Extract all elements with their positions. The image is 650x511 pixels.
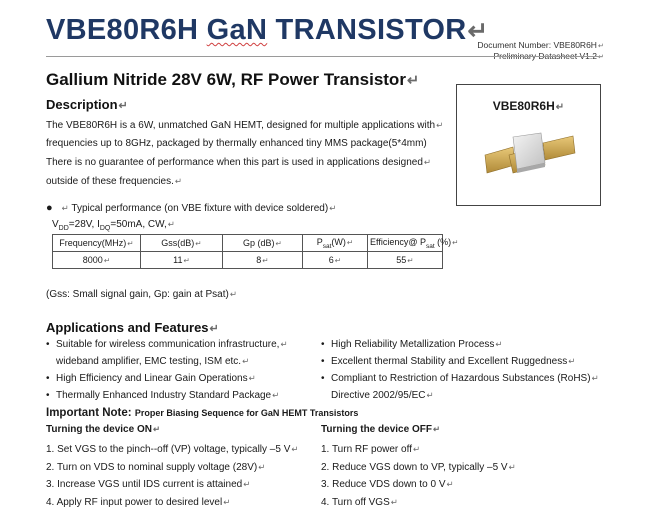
bullet-icon: • xyxy=(321,336,325,353)
paragraph-mark-icon: ↵ xyxy=(276,239,282,248)
step-text: 1. Set VGS to the pinch--off (VP) voltage, typically –5 V xyxy=(46,444,290,455)
feature-text: High Efficiency and Linear Gain Operations xyxy=(56,373,248,384)
description-heading xyxy=(46,97,128,112)
paragraph-mark-icon: ↵ xyxy=(407,73,419,89)
paragraph-mark-icon: ↵ xyxy=(568,356,575,366)
performance-table xyxy=(52,234,443,269)
list-item xyxy=(46,387,316,404)
list-item xyxy=(46,336,316,370)
step-text: 2. Reduce VGS down to VP, typically –5 V xyxy=(321,462,508,473)
paragraph-mark-icon: ↵ xyxy=(243,479,250,489)
product-name xyxy=(457,99,600,113)
paragraph-mark-icon: ↵ xyxy=(495,339,502,349)
idq-subscript: DQ xyxy=(100,225,111,232)
cell-value: 6 xyxy=(329,255,334,265)
header-text: Gp (dB) xyxy=(243,238,275,248)
header-text: P xyxy=(317,237,323,247)
paragraph-mark-icon: ↵ xyxy=(509,462,516,472)
list-item xyxy=(321,370,611,404)
table-cell xyxy=(223,252,303,269)
cell-value: 8000 xyxy=(83,255,103,265)
paragraph-mark-icon: ↵ xyxy=(230,289,237,299)
paragraph-mark-icon: ↵ xyxy=(424,157,431,167)
bullet-icon: • xyxy=(46,387,50,404)
list-item xyxy=(46,494,316,511)
header-subscript: sat xyxy=(426,242,435,249)
paragraph-mark-icon: ↵ xyxy=(62,203,69,213)
step-text: 3. Increase VGS until IDS current is attained xyxy=(46,479,242,490)
paragraph-mark-icon: ↵ xyxy=(280,339,287,349)
bullet-icon: • xyxy=(46,336,50,353)
bullet-icon: • xyxy=(321,353,325,370)
important-note-heading xyxy=(46,407,358,419)
cell-value: 11 xyxy=(173,255,182,265)
cell-value: 55 xyxy=(396,255,406,265)
feature-text-cont: Directive 2002/95/EC xyxy=(331,390,426,401)
paragraph-mark-icon: ↵ xyxy=(452,238,458,247)
list-item xyxy=(46,370,316,387)
paragraph-mark-icon: ↵ xyxy=(433,424,440,434)
feature-text-cont: wideband amplifier, EMC testing, ISM etc. xyxy=(56,356,241,367)
title-gan: GaN xyxy=(207,14,268,46)
description-text xyxy=(46,116,454,191)
list-item xyxy=(321,336,611,353)
header-suffix: (%) xyxy=(435,237,452,247)
document-status: Preliminary Datasheet V1.2 xyxy=(493,51,596,61)
feature-text: Excellent thermal Stability and Excellent Ruggedness xyxy=(331,356,567,367)
performance-intro xyxy=(46,202,336,214)
product-box xyxy=(456,84,601,206)
document-subtitle xyxy=(46,70,419,90)
list-item xyxy=(46,459,316,477)
document-meta xyxy=(477,40,604,62)
table-header-cell xyxy=(223,235,303,252)
paragraph-mark-icon: ↵ xyxy=(223,497,230,507)
header-text: Efficiency@ P xyxy=(370,237,426,247)
table-header-row xyxy=(53,235,443,252)
feature-text: Compliant to Restriction of Hazardous Substances (RoHS) xyxy=(331,373,591,384)
paragraph-mark-icon: ↵ xyxy=(427,390,434,400)
paragraph-mark-icon: ↵ xyxy=(592,373,599,383)
paragraph-mark-icon: ↵ xyxy=(262,256,268,265)
paragraph-mark-icon: ↵ xyxy=(598,52,604,61)
description-heading-text: Description xyxy=(46,97,118,112)
list-item xyxy=(321,494,601,511)
list-item xyxy=(46,441,316,459)
test-conditions xyxy=(52,219,175,232)
transistor-package-image xyxy=(479,129,579,189)
table-cell xyxy=(368,252,443,269)
turn-on-title xyxy=(46,424,160,435)
paragraph-mark-icon: ↵ xyxy=(153,424,160,434)
paragraph-mark-icon: ↵ xyxy=(210,323,219,335)
step-text: 3. Reduce VDS down to 0 V xyxy=(321,479,446,490)
features-left xyxy=(46,336,316,404)
step-text: 4. Turn off VGS xyxy=(321,497,390,508)
vdd-subscript: DD xyxy=(59,225,69,232)
turn-on-steps xyxy=(46,441,316,511)
applications-heading xyxy=(46,320,219,335)
table-header-cell xyxy=(53,235,141,252)
performance-intro-text: Typical performance (on VBE fixture with device soldered) xyxy=(71,203,328,214)
step-text: 2. Turn on VDS to nominal supply voltage (28V) xyxy=(46,462,257,473)
header-text: Gss(dB) xyxy=(161,238,194,248)
paragraph-mark-icon: ↵ xyxy=(168,219,175,229)
title-prefix: VBE80R6H xyxy=(46,14,207,46)
title-suffix: TRANSISTOR xyxy=(267,14,466,46)
description-line: frequencies up to 8GHz, packaged by thermally enhanced tiny MMS package(5*4mm) xyxy=(46,138,427,149)
turn-off-title xyxy=(321,424,440,435)
paragraph-mark-icon: ↵ xyxy=(391,497,398,507)
note-heading-text: Important Note: xyxy=(46,407,132,419)
paragraph-mark-icon: ↵ xyxy=(127,239,133,248)
turn-on-title-text: Turning the device ON xyxy=(46,424,152,435)
table-header-cell xyxy=(303,235,368,252)
step-text: 1. Turn RF power off xyxy=(321,444,412,455)
feature-text: Thermally Enhanced Industry Standard Package xyxy=(56,390,271,401)
title-divider xyxy=(46,56,602,57)
turn-off-steps xyxy=(321,441,601,511)
table-cell xyxy=(141,252,223,269)
description-line: There is no guarantee of performance when this part is used in applications designed xyxy=(46,157,423,168)
description-line: outside of these frequencies. xyxy=(46,176,174,187)
table-header-cell xyxy=(368,235,443,252)
paragraph-mark-icon: ↵ xyxy=(272,390,279,400)
note-subheading-text: Proper Biasing Sequence for GaN HEMT Transistors xyxy=(135,408,359,418)
idq-value: =50mA, CW, xyxy=(110,219,166,230)
paragraph-mark-icon: ↵ xyxy=(598,41,604,50)
list-item xyxy=(321,476,601,494)
vdd-symbol: V xyxy=(52,219,59,230)
paragraph-mark-icon: ↵ xyxy=(436,120,443,130)
turn-off-title-text: Turning the device OFF xyxy=(321,424,432,435)
header-text: Frequency(MHz) xyxy=(59,238,126,248)
features-right xyxy=(321,336,611,404)
bullet-icon: ● xyxy=(46,202,53,214)
paragraph-mark-icon: ↵ xyxy=(183,256,189,265)
table-cell xyxy=(53,252,141,269)
document-title xyxy=(46,14,489,47)
list-item xyxy=(321,353,611,370)
header-subscript: sat xyxy=(323,242,332,249)
paragraph-mark-icon: ↵ xyxy=(447,479,454,489)
list-item xyxy=(46,476,316,494)
applications-heading-text: Applications and Features xyxy=(46,320,209,335)
table-header-cell xyxy=(141,235,223,252)
list-item xyxy=(321,459,601,477)
paragraph-mark-icon: ↵ xyxy=(413,444,420,454)
description-line: The VBE80R6H is a 6W, unmatched GaN HEMT, designed for multiple applications with xyxy=(46,120,435,131)
paragraph-mark-icon: ↵ xyxy=(329,203,336,213)
vdd-value: =28V, I xyxy=(69,219,100,230)
gain-note-text: (Gss: Small signal gain, Gp: gain at Psat) xyxy=(46,289,229,300)
cell-value: 8 xyxy=(256,255,261,265)
bullet-icon: • xyxy=(321,370,325,387)
step-text: 4. Apply RF input power to desired level xyxy=(46,497,222,508)
bullet-icon: • xyxy=(46,370,50,387)
paragraph-mark-icon: ↵ xyxy=(175,176,182,186)
table-cell xyxy=(303,252,368,269)
paragraph-mark-icon: ↵ xyxy=(468,18,489,45)
paragraph-mark-icon: ↵ xyxy=(291,444,298,454)
feature-text: Suitable for wireless communication infrastructure, xyxy=(56,339,279,350)
gain-note xyxy=(46,289,237,300)
feature-text: High Reliability Metallization Process xyxy=(331,339,494,350)
paragraph-mark-icon: ↵ xyxy=(407,256,413,265)
header-suffix: (W) xyxy=(331,237,346,247)
paragraph-mark-icon: ↵ xyxy=(556,102,565,113)
paragraph-mark-icon: ↵ xyxy=(242,356,249,366)
paragraph-mark-icon: ↵ xyxy=(258,462,265,472)
list-item xyxy=(321,441,601,459)
paragraph-mark-icon: ↵ xyxy=(195,239,201,248)
paragraph-mark-icon: ↵ xyxy=(119,100,128,112)
product-name-text: VBE80R6H xyxy=(493,99,555,113)
paragraph-mark-icon: ↵ xyxy=(347,238,353,247)
paragraph-mark-icon: ↵ xyxy=(104,256,110,265)
document-number: Document Number: VBE80R6H xyxy=(477,40,597,50)
subtitle-text: Gallium Nitride 28V 6W, RF Power Transistor xyxy=(46,70,406,89)
table-row xyxy=(53,252,443,269)
paragraph-mark-icon: ↵ xyxy=(249,373,256,383)
paragraph-mark-icon: ↵ xyxy=(335,256,341,265)
